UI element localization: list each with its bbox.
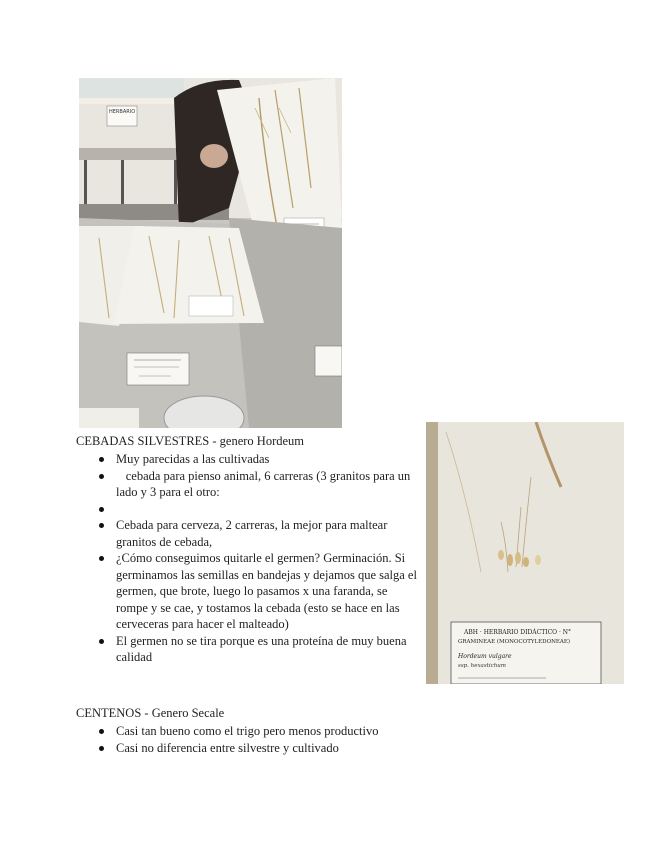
list-item bbox=[97, 633, 417, 666]
list-item bbox=[97, 451, 417, 468]
list-item bbox=[97, 723, 417, 740]
bullet-icon bbox=[99, 457, 104, 462]
bullet-icon bbox=[99, 729, 104, 734]
list-item bbox=[97, 740, 417, 757]
herbarium-sign-text: HERBARIO bbox=[109, 109, 136, 115]
bullet-icon bbox=[99, 746, 104, 751]
herbarium-photo-table bbox=[79, 78, 342, 428]
list-item-text: El germen no se tira porque es una proteína de muy buena calidad bbox=[116, 633, 407, 664]
bullet-icon bbox=[99, 523, 104, 528]
list-item bbox=[97, 517, 417, 550]
bullet-list-cebadas bbox=[97, 451, 417, 666]
list-item bbox=[97, 501, 417, 518]
bullet-list-centenos bbox=[97, 723, 417, 756]
list-item-text: Casi tan bueno como el trigo pero menos productivo bbox=[116, 724, 379, 738]
list-item-text: ¿Cómo conseguimos quitarle el germen? Germinación. Si germinamos las semillas en bandejas y dejamos que salga el germen, que brote, luego lo pasamos x una faranda, se rompe y se cae, y tostamos la cebada (esto se hace en las cerveceras para hacer el malteado) bbox=[116, 551, 417, 631]
list-item-text: Casi no diferencia entre silvestre y cultivado bbox=[116, 740, 339, 755]
list-item-text:  cebada para pienso animal, 6 carreras (3 granitos para un lado y 3 para el otro: bbox=[116, 468, 411, 499]
bullet-icon bbox=[99, 556, 104, 561]
barley-herbarium-closeup bbox=[426, 422, 624, 684]
label-line-4: ssp. hexastichum bbox=[458, 663, 507, 669]
bullet-icon bbox=[99, 474, 104, 479]
label-line-1: ABH · HERBARIO DIDÁCTICO · N° bbox=[464, 629, 572, 636]
label-line-2: GRAMINEAE (MONOCOTYLEDONEAE) bbox=[458, 639, 571, 645]
list-item bbox=[97, 550, 417, 633]
section-heading-cebadas: CEBADAS SILVESTRES - genero Hordeum bbox=[76, 434, 305, 448]
list-item-text: Cebada para cerveza, 2 carreras, la mejor para maltear granitos de cebada, bbox=[116, 518, 388, 549]
list-item bbox=[97, 468, 417, 501]
label-line-3: Hordeum vulgare bbox=[458, 653, 512, 660]
section-heading-centenos: CENTENOS - Genero Secale bbox=[76, 706, 225, 720]
bullet-icon bbox=[99, 507, 104, 512]
list-item-text: Muy parecidas a las cultivadas bbox=[116, 452, 270, 466]
bullet-icon bbox=[99, 639, 104, 644]
